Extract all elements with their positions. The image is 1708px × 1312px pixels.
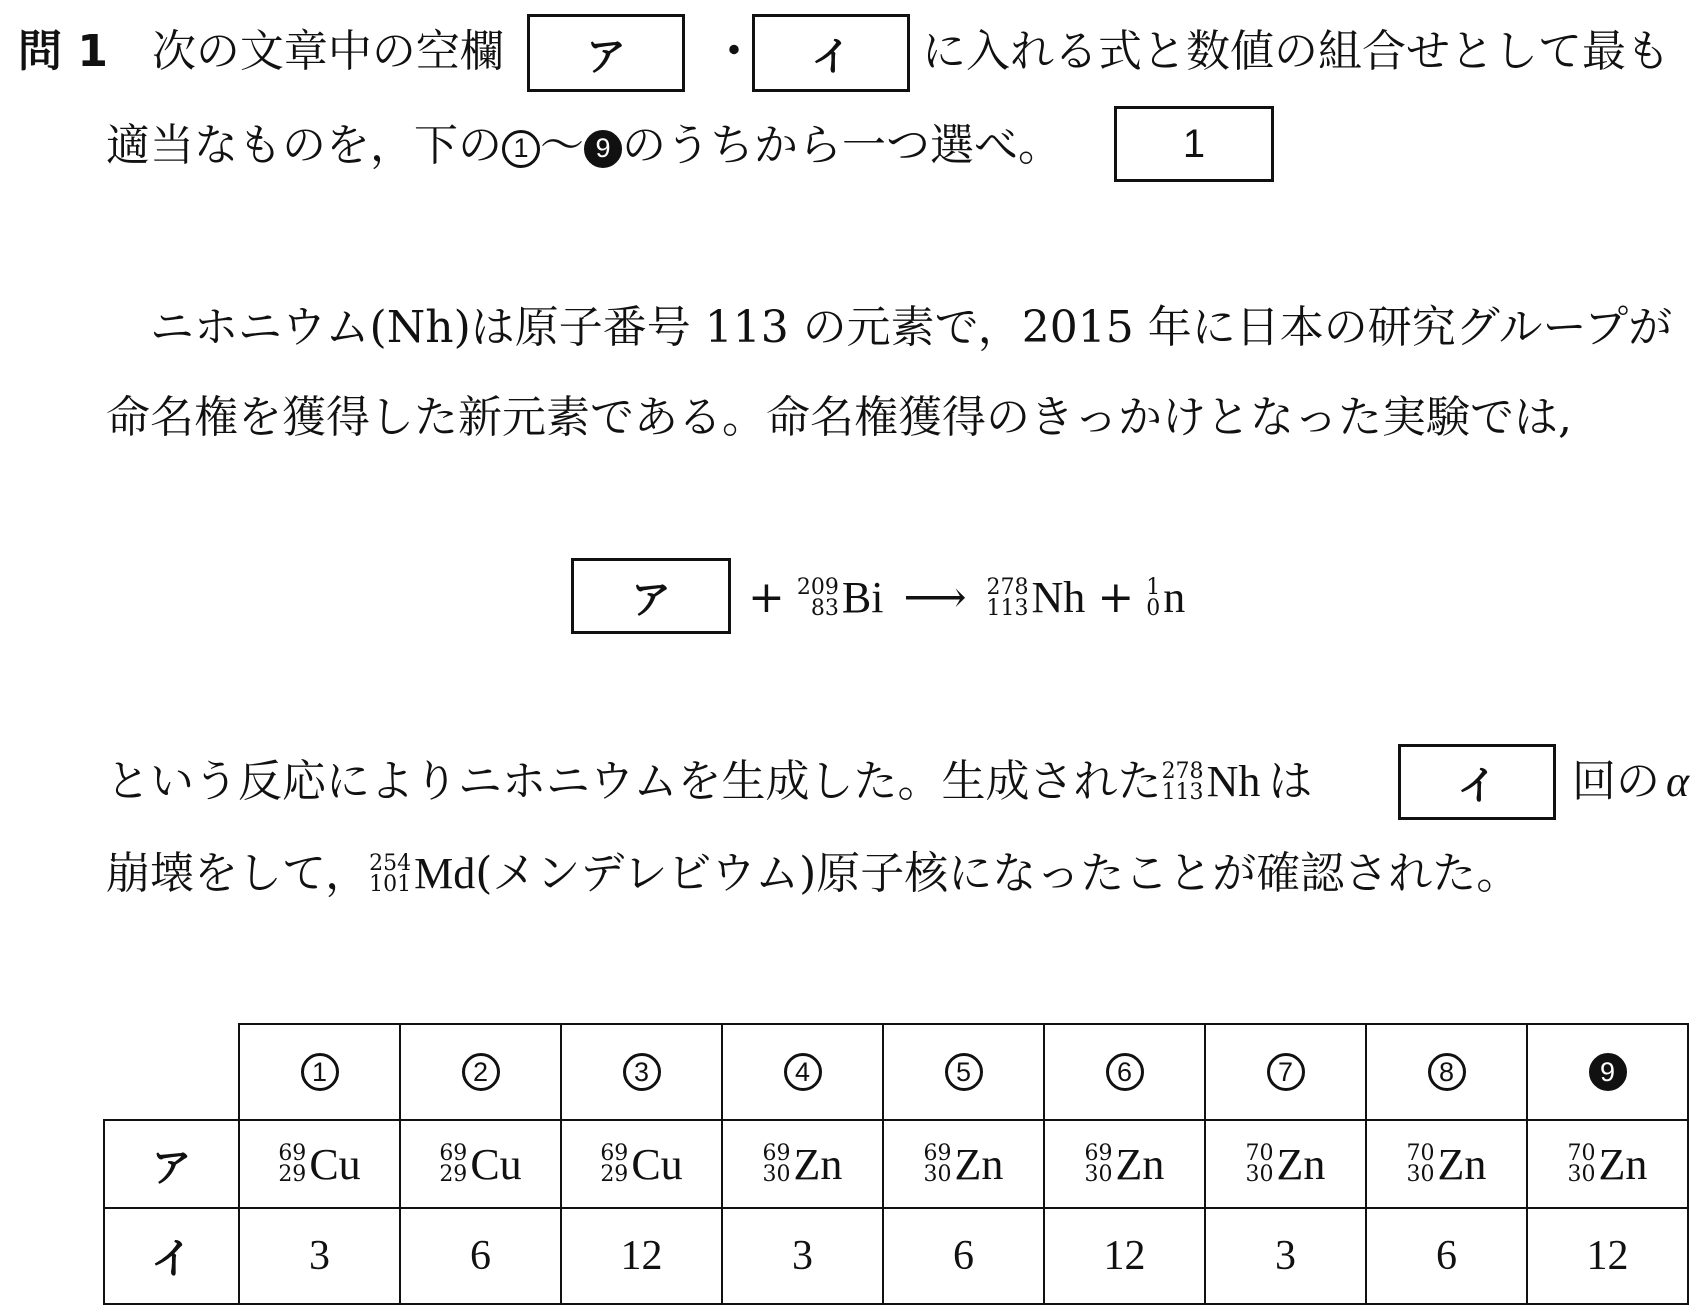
option-4-nuclide: [722, 1120, 883, 1208]
question-label: 問 1: [18, 26, 108, 77]
options-table: [103, 1023, 1689, 1305]
nuclide-md: [369, 846, 475, 902]
alpha-symbol: α: [1666, 757, 1690, 806]
nh2-symbol: Nh: [1206, 757, 1261, 806]
option-8-z: 30: [1406, 1162, 1435, 1187]
option-3-nuclide: [561, 1120, 722, 1208]
nh-mass: 278: [986, 575, 1029, 600]
option-range-start: 1: [502, 130, 540, 168]
option-9-z: 30: [1567, 1162, 1596, 1187]
option-header-7: [1205, 1024, 1366, 1120]
option-5-nuclide: [883, 1120, 1044, 1208]
question-line-1: [18, 24, 504, 80]
option-num-8: 8: [1428, 1053, 1466, 1091]
option-num-4: 4: [784, 1053, 822, 1091]
plus-sign-2: +: [1097, 572, 1135, 623]
option-7-symbol: Zn: [1276, 1139, 1326, 1189]
passage-line-4: [106, 846, 1520, 902]
passage-line-3-head: という反応によりニホニウムを生成した。生成された: [106, 756, 1162, 807]
option-header-2: [400, 1024, 561, 1120]
option-1-nuclide: [239, 1120, 400, 1208]
option-1-symbol: Cu: [309, 1139, 361, 1189]
option-2-mass: 69: [439, 1141, 468, 1166]
option-header-1: [239, 1024, 400, 1120]
option-8-symbol: Zn: [1437, 1139, 1487, 1189]
nuclide-n: [1146, 570, 1185, 626]
md-symbol: Md: [414, 849, 476, 898]
option-num-5: 5: [945, 1053, 983, 1091]
blank-a-box: ア: [527, 14, 685, 92]
nuclide-nh: [987, 570, 1086, 626]
question-text-1: 次の文章中の空欄: [151, 26, 504, 77]
n-z: 0: [1146, 596, 1161, 621]
option-9-nuclide: [1527, 1120, 1688, 1208]
option-9-mass: 70: [1567, 1141, 1596, 1166]
nh2-mass: 278: [1161, 759, 1204, 784]
option-9-symbol: Zn: [1598, 1139, 1648, 1189]
answer-box-1: 1: [1114, 106, 1274, 182]
nh-symbol: Nh: [1031, 573, 1086, 622]
question-text-2-tail: のうちから一つ選べ。: [622, 120, 1062, 171]
option-5-count: 6: [883, 1208, 1044, 1304]
option-num-9: 9: [1589, 1053, 1627, 1091]
option-2-nuclide: [400, 1120, 561, 1208]
option-6-symbol: Zn: [1115, 1139, 1165, 1189]
options-row-i: [104, 1208, 1688, 1304]
option-num-2: 2: [462, 1053, 500, 1091]
option-6-nuclide: [1044, 1120, 1205, 1208]
particle-wa: は: [1268, 756, 1313, 807]
option-4-z: 30: [762, 1162, 791, 1187]
tilde: ～: [540, 120, 584, 171]
passage-line-4-tail: (メンデレビウム)原子核になったことが確認された。: [475, 848, 1521, 899]
passage-line-3-kai: 回の: [1572, 756, 1660, 807]
nuclide-bi: [797, 570, 884, 626]
options-header-row: [104, 1024, 1688, 1120]
question-text-2: 適当なものを，下の: [106, 120, 502, 171]
option-header-8: [1366, 1024, 1527, 1120]
option-header-3: [561, 1024, 722, 1120]
question-text-1-tail: に入れる式と数値の組合せとして最も: [922, 26, 1670, 77]
nh-z: 113: [986, 596, 1029, 621]
option-4-symbol: Zn: [793, 1139, 843, 1189]
option-range-end: 9: [584, 130, 622, 168]
question-line-2: [106, 118, 1062, 174]
nuclide-nh-2: [1162, 754, 1261, 810]
option-header-6: [1044, 1024, 1205, 1120]
option-6-count: 12: [1044, 1208, 1205, 1304]
nh2-z: 113: [1161, 780, 1204, 805]
option-3-z: 29: [600, 1162, 629, 1187]
option-9-count: 12: [1527, 1208, 1688, 1304]
option-6-z: 30: [1084, 1162, 1113, 1187]
option-8-mass: 70: [1406, 1141, 1435, 1166]
option-2-count: 6: [400, 1208, 561, 1304]
bi-symbol: Bi: [841, 573, 884, 622]
option-num-1: 1: [301, 1053, 339, 1091]
option-6-mass: 69: [1084, 1141, 1113, 1166]
row-i-label: イ: [104, 1208, 239, 1304]
equation-blank-a: ア: [571, 558, 731, 634]
passage-line-3-tail: [1572, 754, 1689, 810]
option-7-nuclide: [1205, 1120, 1366, 1208]
option-4-mass: 69: [762, 1141, 791, 1166]
options-row-a: [104, 1120, 1688, 1208]
option-7-count: 3: [1205, 1208, 1366, 1304]
option-1-count: 3: [239, 1208, 400, 1304]
separator-dot: ・: [712, 26, 756, 77]
option-3-mass: 69: [600, 1141, 629, 1166]
option-8-count: 6: [1366, 1208, 1527, 1304]
option-5-symbol: Zn: [954, 1139, 1004, 1189]
option-1-mass: 69: [278, 1141, 307, 1166]
option-num-3: 3: [623, 1053, 661, 1091]
md-mass: 254: [369, 851, 412, 876]
passage-blank-i: イ: [1398, 744, 1556, 820]
passage-line-4-head: 崩壊をして，: [106, 848, 370, 899]
option-2-z: 29: [439, 1162, 468, 1187]
options-corner-cell: [104, 1024, 239, 1120]
option-header-9: [1527, 1024, 1688, 1120]
option-2-symbol: Cu: [470, 1139, 522, 1189]
passage-line-2: 命名権を獲得した新元素である。命名権獲得のきっかけとなった実験では,: [106, 392, 1572, 443]
plus-sign-1: +: [748, 572, 785, 623]
passage-line-3: [106, 754, 1312, 810]
option-4-count: 3: [722, 1208, 883, 1304]
n-mass: 1: [1146, 575, 1161, 600]
option-header-5: [883, 1024, 1044, 1120]
option-num-6: 6: [1106, 1053, 1144, 1091]
option-8-nuclide: [1366, 1120, 1527, 1208]
option-7-z: 30: [1245, 1162, 1274, 1187]
n-symbol: n: [1163, 573, 1186, 622]
equation: [748, 570, 1185, 626]
option-num-7: 7: [1267, 1053, 1305, 1091]
option-5-mass: 69: [923, 1141, 952, 1166]
option-1-z: 29: [278, 1162, 307, 1187]
row-a-label: ア: [104, 1120, 239, 1208]
bi-mass: 209: [796, 575, 839, 600]
blank-i-box: イ: [752, 14, 910, 92]
option-header-4: [722, 1024, 883, 1120]
reaction-arrow: ⟶: [903, 572, 967, 623]
option-3-count: 12: [561, 1208, 722, 1304]
passage-line-1: ニホニウム(Nh)は原子番号 113 の元素で，2015 年に日本の研究グループが: [150, 302, 1673, 353]
option-7-mass: 70: [1245, 1141, 1274, 1166]
md-z: 101: [369, 872, 412, 897]
option-5-z: 30: [923, 1162, 952, 1187]
option-3-symbol: Cu: [631, 1139, 683, 1189]
bi-z: 83: [810, 596, 839, 621]
